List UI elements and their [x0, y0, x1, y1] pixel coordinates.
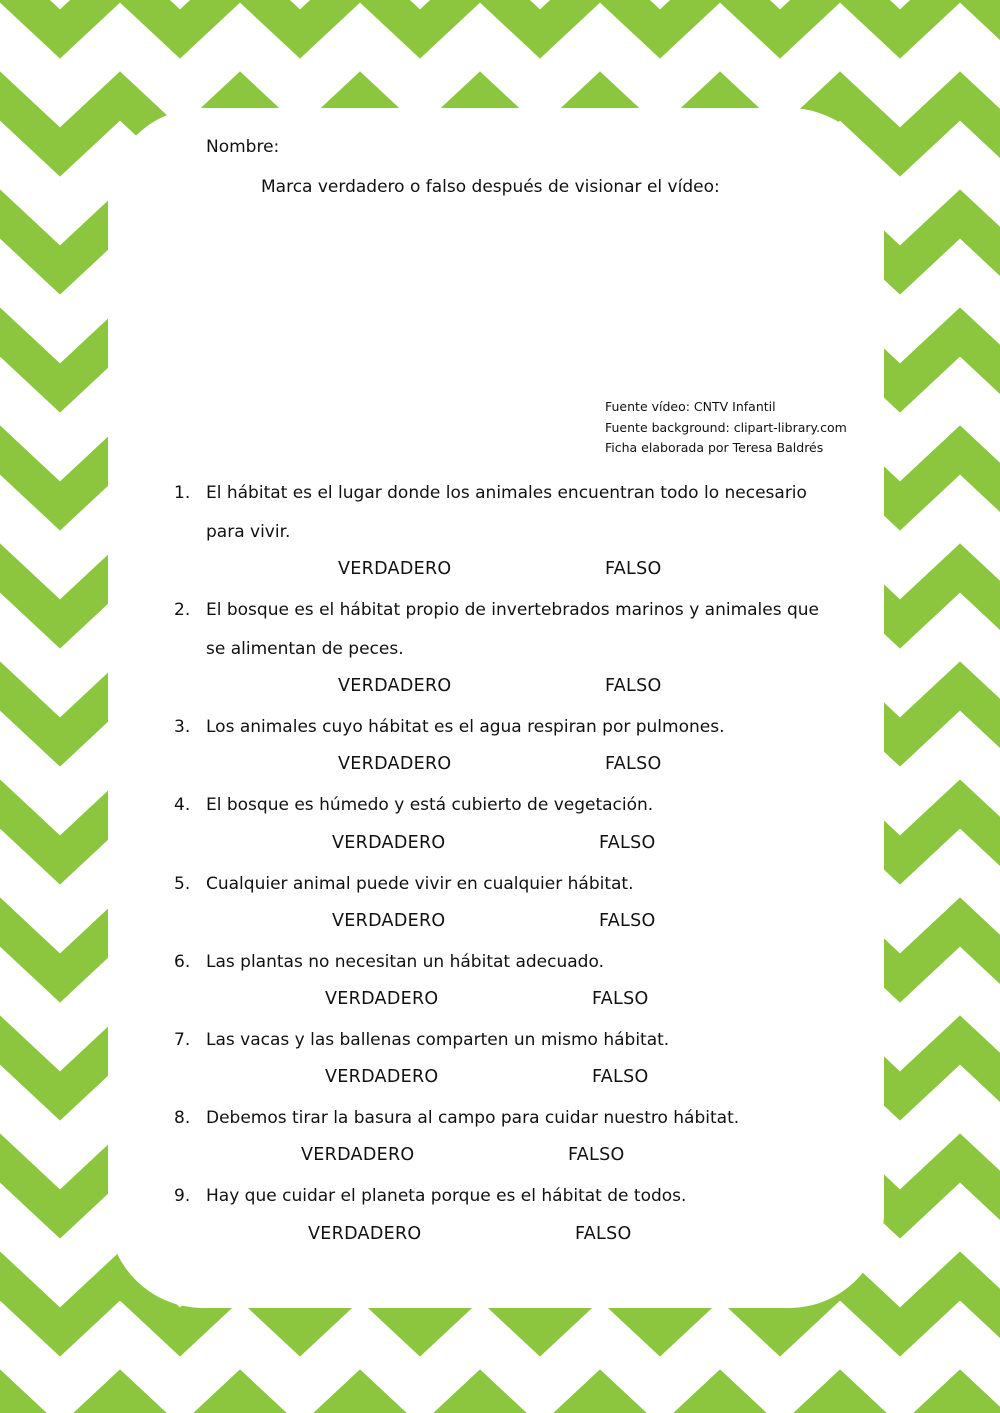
- option-true[interactable]: VERDADERO: [325, 1067, 439, 1087]
- name-label: Nombre:: [206, 137, 280, 157]
- option-false[interactable]: FALSO: [592, 1067, 649, 1087]
- question-number: 7.: [174, 1030, 191, 1050]
- option-true[interactable]: VERDADERO: [338, 754, 452, 774]
- question-number: 9.: [174, 1186, 191, 1206]
- option-false[interactable]: FALSO: [599, 833, 656, 853]
- worksheet-card: [108, 108, 884, 1308]
- option-true[interactable]: VERDADERO: [332, 911, 446, 931]
- option-false[interactable]: FALSO: [575, 1224, 632, 1244]
- question-text: Debemos tirar la basura al campo para cuidar nuestro hábitat.: [206, 1108, 740, 1128]
- option-true[interactable]: VERDADERO: [308, 1224, 422, 1244]
- option-false[interactable]: FALSO: [599, 911, 656, 931]
- question-number: 1.: [174, 483, 191, 503]
- question-number: 8.: [174, 1108, 191, 1128]
- question-text: Los animales cuyo hábitat es el agua respiran por pulmones.: [206, 717, 725, 737]
- question-text: Las plantas no necesitan un hábitat adecuado.: [206, 952, 604, 972]
- option-true[interactable]: VERDADERO: [325, 989, 439, 1009]
- instructions: Marca verdadero o falso después de visionar el vídeo:: [261, 177, 720, 197]
- question-text: se alimentan de peces.: [206, 639, 404, 659]
- credit-author: Ficha elaborada por Teresa Baldrés: [605, 440, 824, 455]
- question-text: para vivir.: [206, 522, 291, 542]
- question-text: El bosque es húmedo y está cubierto de vegetación.: [206, 795, 654, 815]
- option-false[interactable]: FALSO: [605, 754, 662, 774]
- credits: [605, 397, 847, 459]
- question-number: 5.: [174, 874, 191, 894]
- question-text: El bosque es el hábitat propio de invertebrados marinos y animales que: [206, 600, 820, 620]
- question-text: Las vacas y las ballenas comparten un mismo hábitat.: [206, 1030, 670, 1050]
- option-true[interactable]: VERDADERO: [332, 833, 446, 853]
- option-true[interactable]: VERDADERO: [338, 559, 452, 579]
- question-text: Hay que cuidar el planeta porque es el hábitat de todos.: [206, 1186, 687, 1206]
- question-number: 3.: [174, 717, 191, 737]
- question-number: 4.: [174, 795, 191, 815]
- option-true[interactable]: VERDADERO: [301, 1145, 415, 1165]
- option-true[interactable]: VERDADERO: [338, 676, 452, 696]
- option-false[interactable]: FALSO: [568, 1145, 625, 1165]
- option-false[interactable]: FALSO: [605, 676, 662, 696]
- credit-background: Fuente background: clipart-library.com: [605, 419, 847, 435]
- option-false[interactable]: FALSO: [592, 989, 649, 1009]
- question-number: 6.: [174, 952, 191, 972]
- question-text: El hábitat es el lugar donde los animales encuentran todo lo necesario: [206, 483, 807, 503]
- option-false[interactable]: FALSO: [605, 559, 662, 579]
- credit-video: Fuente vídeo: CNTV Infantil: [605, 399, 776, 414]
- question-text: Cualquier animal puede vivir en cualquier hábitat.: [206, 874, 634, 894]
- question-number: 2.: [174, 600, 191, 620]
